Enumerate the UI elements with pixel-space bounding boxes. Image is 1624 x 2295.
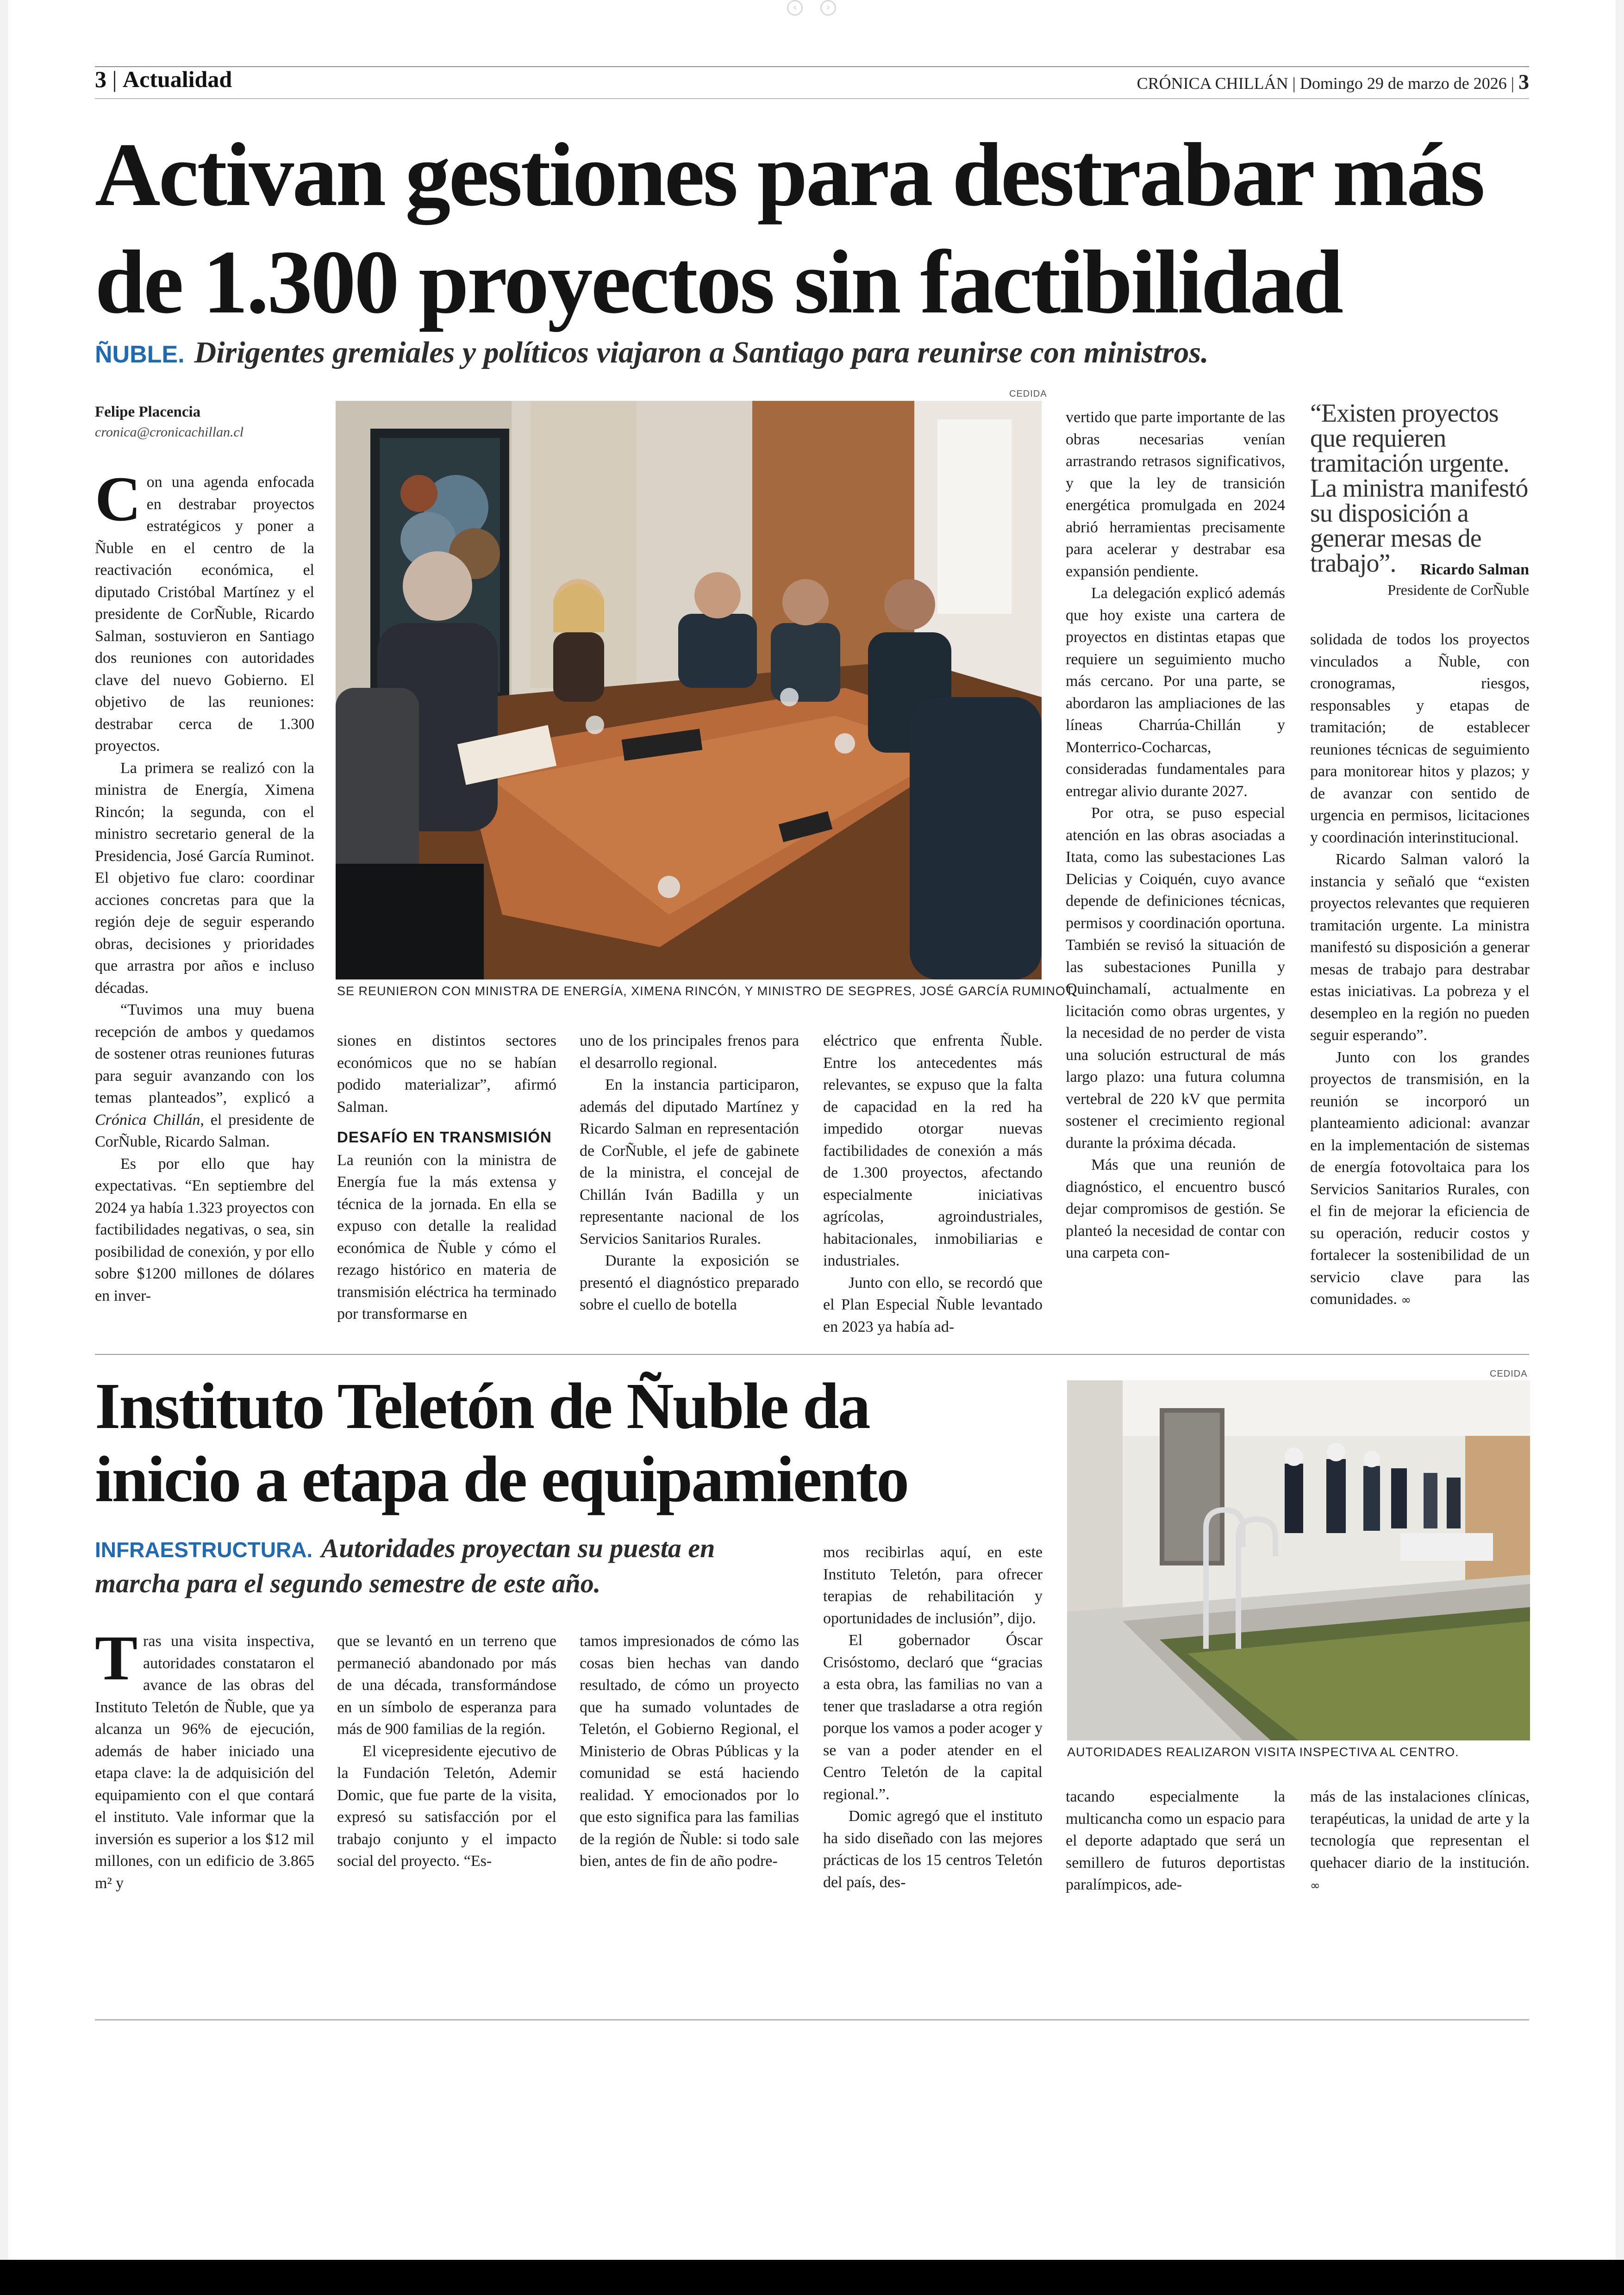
story2-col4-p3: Domic agregó que el instituto ha sido diseñado con las mejores prácticas de los 15 centros Teletón del país, des-: [823, 1808, 1043, 1891]
prev-page-button[interactable]: [787, 0, 803, 16]
story1-column-1: [95, 463, 314, 1307]
viewer-bottom-bar: [0, 2260, 1624, 2295]
story1-headline: [95, 121, 1576, 336]
end-mark-icon: ∞: [1310, 1879, 1320, 1893]
story2-photo-credit: CEDIDA: [1490, 1369, 1528, 1379]
page-left-edge: [0, 0, 8, 2295]
end-mark-icon: ∞: [1401, 1293, 1412, 1307]
story2-column-5: [1066, 1786, 1285, 1896]
story1-kicker: ÑUBLE.: [95, 341, 185, 368]
section-label: 3 | Actualidad: [95, 66, 232, 92]
story2-headline-line1: Instituto Teletón de Ñuble da: [95, 1369, 869, 1442]
story2-column-3: [580, 1630, 799, 1872]
story2-col4-p2: El gobernador Óscar Crisóstomo, declaró que “gracias a esta obra, las familias no van a tener que trasladarse a otra región porque los vamos a poder acoger y se van a poder atender en el Centro Teletón de la capital regional.”.: [823, 1632, 1043, 1803]
story1-col1-p4: Es por ello que hay expectativas. “En septiembre del 2024 ya había 1.323 proyectos con factibilidades negativas, o sea, sin posibilidad de conexión, y por ello sobre $1200 millones de dólares en inver-: [95, 1155, 314, 1304]
bottom-rule: [95, 2019, 1529, 2021]
story1-meeting-photo: [336, 401, 1042, 979]
story1-col2-p1: siones en distintos sectores económicos que no se habían podido materializar”, afirmó Salman.: [337, 1032, 556, 1116]
story2-pool-photo: [1067, 1380, 1530, 1740]
page-number-left: 3: [95, 66, 106, 92]
story1-column-2: [337, 1030, 556, 1325]
story1-headline-line2: de 1.300 proyectos sin factibilidad: [95, 232, 1342, 332]
story1-col6-p2: Ricardo Salman valoró la instancia y señaló que “existen proyectos relevantes que requieren tramitación urgente. La ministra manifestó su disposición a generar mesas de trabajo para destrabar estas iniciativas. La pobreza y el desempleo en la región no pueden seguir esperando”.: [1310, 851, 1530, 1044]
story1-col5-p1: vertido que parte importante de las obras necesarias venían arrastrando retrasos significativos, y que la ley de transición energética promulgada en 2024 abrió herramientas precisamente para acelerar y destrabar esa expansión pendiente.: [1066, 409, 1285, 580]
story1-col2-p2: La reunión con la ministra de Energía fue la más extensa y técnica de la jornada. En ella se expuso con detalle la realidad económica de Ñuble y cómo el rezago histórico en materia de transmisión eléctrica ha terminado por transformarse en: [337, 1151, 556, 1322]
story1-pull-quote: “Existen proyectos que requieren tramitación urgente. La ministra manifestó su disposición a generar mesas de trabajo”.: [1310, 399, 1528, 578]
story2-dek: [95, 1531, 752, 1600]
story2-kicker: INFRAESTRUCTURA.: [95, 1538, 313, 1562]
story2-col2-p2: El vicepresidente ejecutivo de la Fundación Teletón, Ademir Domic, que fue parte de la visita, expresó su satisfacción por el trabajo conjunto y el impacto social del proyecto. “Es-: [337, 1742, 556, 1870]
story1-col3-p1: uno de los principales frenos para el desarrollo regional.: [580, 1032, 799, 1072]
story1-col4-p2: Junto con ello, se recordó que el Plan Especial Ñuble levantado en 2023 ya había ad-: [823, 1274, 1043, 1335]
story1-column-5: [1066, 406, 1285, 1264]
story2-photo-caption: AUTORIDADES REALIZARON VISITA INSPECTIVA AL CENTRO.: [1067, 1745, 1459, 1759]
story1-col5-p3: Por otra, se puso especial atención en las obras asociadas a Itata, como las subestaciones Las Delicias y Coiquén, cuyo avance depende de definiciones técnicas, permisos y coordinación oportuna. También se revisó la situación de las subestaciones Punilla y Quinchamalí, actualmente en licitación como obras urgentes, y la necesidad de no perder de vista una solución estructural de más largo plazo: una futura columna vertebral de 220 kV que permita sostener el crecimiento regional durante la próxima década.: [1066, 804, 1285, 1152]
story1-byline: [95, 404, 317, 440]
story1-dek-line: [95, 334, 1209, 370]
header-bottom-rule: [95, 98, 1529, 99]
story1-headline-line1: Activan gestiones para destrabar más: [95, 125, 1484, 225]
story1-col6-p1: solidada de todos los proyectos vinculados a Ñuble, con cronogramas, riesgos, responsables y etapas de tramitación; de establecer reuniones técnicas de seguimiento para monitorear hitos y plazos; y de avanzar con sentido de urgencia en permisos, licitaciones y coordinación interinstitucional.: [1310, 631, 1530, 846]
story1-dek: Dirigentes gremiales y políticos viajaron a Santiago para reunirse con ministros.: [194, 336, 1209, 369]
story2-dek-text: Autoridades proyectan su puesta en marcha para el segundo semestre de este año.: [95, 1533, 715, 1598]
masthead-info: CRÓNICA CHILLÁN | Domingo 29 de marzo de 2026 | 3: [1137, 70, 1529, 94]
byline-email: cronica@cronicachillan.cl: [95, 424, 244, 440]
story2-headline: [95, 1369, 1067, 1515]
story2-col4-p1: mos recibirlas aquí, en este Instituto Teletón, para ofrecer terapias de rehabilitación y oportunidades de inclusión”, dijo.: [823, 1544, 1043, 1627]
story1-photo-caption: SE REUNIERON CON MINISTRA DE ENERGÍA, XIMENA RINCÓN, Y MINISTRO DE SEGPRES, JOSÉ GARCÍA RUMINOT.: [337, 984, 1076, 998]
page-number-right: 3: [1518, 70, 1529, 94]
page-right-edge: [1616, 0, 1624, 2295]
header-top-rule: [95, 66, 1529, 67]
story2-column-4: [823, 1541, 1043, 1893]
story1-col1-p1: on una agenda enfocada en destrabar proyectos estratégicos y poner a Ñuble en el centro de la reactivación económica, el diputado Cristóbal Martínez y el presidente de CorÑuble, Ricardo Salman, sostuvieron en Santiago dos reuniones con autoridades clave del nuevo Gobierno. El objetivo de las reuniones: destrabar cerca de 1.300 proyectos.: [95, 474, 314, 755]
paper-name: CRÓNICA CHILLÁN: [1137, 74, 1288, 93]
story1-subhead: DESAFÍO EN TRANSMISIÓN: [337, 1129, 552, 1146]
section-name: Actualidad: [123, 66, 232, 92]
story1-dropcap: C: [95, 463, 141, 534]
quote-role: Presidente de CorÑuble: [1387, 581, 1529, 598]
story2-column-6: [1310, 1786, 1530, 1897]
chevron-right-icon: ›: [826, 2, 831, 13]
story2-column-2: [337, 1630, 556, 1872]
story2-col1-p1: ras una visita inspectiva, autoridades constataron el avance de las obras del Instituto Teletón de Ñuble, que ya alcanza un 96% de ejecución, además de haber iniciado una etapa clave: la de adquisición del equipamiento con el que contará el instituto. Vale informar que la inversión es superior a los $12 mil millones, con un edificio de 3.865 m² y: [95, 1633, 314, 1892]
chevron-left-icon: ‹: [793, 2, 797, 13]
story-divider: [95, 1354, 1529, 1355]
story1-col6-p3: Junto con los grandes proyectos de transmisión, en la reunión se incorporó un planteamiento adicional: avanzar en la implementación de sistemas de energía fotovoltaica para los Servicios Sanitarios Rurales, con el fin de mejorar la eficiencia de su operación, reducir costos y fortalecer la sostenibilidad de un servicio clave para las comunidades. ∞: [1310, 1048, 1530, 1308]
story1-col1-p2: La primera se realizó con la ministra de Energía, Ximena Rincón; la segunda, con el ministro secretario general de la Presidencia, José García Ruminot. El objetivo fue claro: coordinar acciones concretas para que la región deje de seguir esperando obras, decisiones y prioridades que arrastra por años e incluso décadas.: [95, 759, 314, 997]
story2-col6-p1: más de las instalaciones clínicas, terapéuticas, la unidad de arte y la tecnología que representan el quehacer diario de la institución. ∞: [1310, 1788, 1530, 1893]
story2-dropcap: T: [95, 1622, 138, 1693]
story1-col5-p2: La delegación explicó además que hoy existe una cartera de proyectos en distintas etapas que requiere un seguimiento mucho más cercano. Por una parte, se abordaron las ampliaciones de las líneas Charrúa-Chillán y Monterrico-Cocharcas, consideradas fundamentales para entregar alivio durante 2027.: [1066, 585, 1285, 800]
story1-photo-credit: CEDIDA: [1009, 389, 1047, 399]
byline-name: Felipe Placencia: [95, 404, 201, 420]
story2-column-1: [95, 1622, 314, 1894]
story1-col3-p3: Durante la exposición se presentó el diagnóstico preparado sobre el cuello de botella: [580, 1252, 799, 1313]
story1-col1-p3: “Tuvimos una muy buena recepción de ambos y quedamos de sostener otras reuniones futuras para seguir avanzando con los temas planteados”, explicó a Crónica Chillán, el presidente de CorÑuble, Ricardo Salman.: [95, 1001, 314, 1150]
story1-col3-p2: En la instancia participaron, además del diputado Martínez y Ricardo Salman en representación de CorÑuble, el jefe de gabinete de la ministra, el concejal de Chillán Iván Badilla y un representante nacional de los Servicios Sanitarios Rurales.: [580, 1076, 799, 1247]
story1-quote-attribution: [1310, 561, 1529, 599]
story2-headline-line2: inicio a etapa de equipamiento: [95, 1442, 908, 1515]
next-page-button[interactable]: [820, 0, 836, 16]
story2-col2-p1: que se levantó en un terreno que permaneció abandonado por más de una década, transformándose en un símbolo de esperanza para más de 900 familias de la región.: [337, 1633, 556, 1738]
story1-col5-p4: Más que una reunión de diagnóstico, el encuentro buscó dejar compromisos de gestión. Se planteó la necesidad de contar con una carpeta con-: [1066, 1156, 1285, 1261]
story2-col5-p1: tacando especialmente la multicancha como un espacio para el deporte adaptado que será un semillero de futuros deportistas paralímpicos, ade-: [1066, 1788, 1285, 1893]
story2-col3-p1: tamos impresionados de cómo las cosas bien hechas van dando resultado, de cómo un proyecto que ha sumado voluntades de Teletón, el Gobierno Regional, el Ministerio de Obras Públicas y la comunidad se está haciendo realidad. Y emocionados por lo que esto significa para las familias de la región de Ñuble: si todo sale bien, antes de fin de año podre-: [580, 1633, 799, 1870]
story1-column-6: [1310, 629, 1530, 1312]
story1-col4-p1: eléctrico que enfrenta Ñuble. Entre los antecedentes más relevantes, se expuso que la falta de capacidad en la red ha impedido otorgar nuevas factibilidades de conexión a más de 1.300 proyectos, afectando especialmente iniciativas agrícolas, agroindustriales, habitacionales, inmobiliarias e industriales.: [823, 1032, 1043, 1269]
quote-author: Ricardo Salman: [1420, 561, 1529, 578]
story1-column-3: [580, 1030, 799, 1316]
story1-column-4: [823, 1030, 1043, 1338]
issue-date: Domingo 29 de marzo de 2026: [1299, 74, 1507, 93]
